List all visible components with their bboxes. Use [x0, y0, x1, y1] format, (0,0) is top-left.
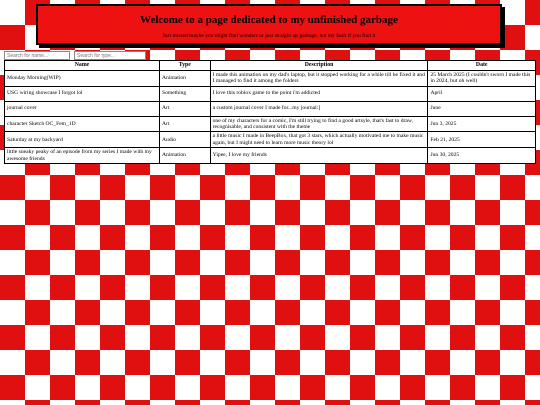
cell-name[interactable]: little sneaky peaky of an episode from my series I made with my awesome friends: [5, 148, 160, 164]
table-header-row: [5, 61, 536, 71]
cell-type: Art: [159, 101, 210, 116]
header-banner: [36, 4, 502, 45]
cell-name[interactable]: character Sketch OC_Fem_1D: [5, 116, 160, 132]
cell-name[interactable]: Monday Morning(WIP): [5, 70, 160, 86]
cell-type: Audio: [159, 132, 210, 148]
projects-table: [4, 60, 536, 164]
cell-description: a custom journal cover I made for...my journal:]: [210, 101, 428, 116]
table-row[interactable]: [5, 70, 536, 86]
table-row[interactable]: [5, 86, 536, 101]
table-row[interactable]: [5, 148, 536, 164]
cell-type: Animation: [159, 148, 210, 164]
cell-type: Something: [159, 86, 210, 101]
cell-date: Jun 3, 2025: [428, 116, 536, 132]
cell-date: 25 March 2025 (I couldn't sworn I made this in 2024, but oh well): [428, 70, 536, 86]
page-subtitle: Just missed maybe you might find wonders or just straight up garbage, not my fault if you find it: [162, 33, 376, 39]
cell-name[interactable]: journal cover: [5, 101, 160, 116]
cell-date: Feb 21, 2025: [428, 132, 536, 148]
cell-description: one of my characters for a comic, I'm still trying to find a good artsyle, that's fast to draw, recognisable, and consistent with the theme: [210, 116, 428, 132]
column-header-type[interactable]: Type: [159, 61, 210, 71]
cell-date: June: [428, 101, 536, 116]
column-header-description[interactable]: Description: [210, 61, 428, 71]
cell-date: April: [428, 86, 536, 101]
cell-description: I made this animation on my dad's laptop, but it stopped working for a while till he fixed it and I managed to find it among the folders: [210, 70, 428, 86]
filter-bar: [4, 51, 536, 60]
table-row[interactable]: [5, 101, 536, 116]
cell-name[interactable]: Saturday at my backyard: [5, 132, 160, 148]
name-search-input[interactable]: [4, 51, 70, 60]
table-row[interactable]: [5, 132, 536, 148]
column-header-name[interactable]: Name: [5, 61, 160, 71]
cell-type: Art: [159, 116, 210, 132]
cell-name[interactable]: USG wiring showcase I forgot lol: [5, 86, 160, 101]
type-search-input[interactable]: [74, 51, 146, 60]
cell-description: Yipee, I love my friends: [210, 148, 428, 164]
cell-description: a little music I made in BeepBox, that got 3 stars, which actually motivated me to make music again, but I might need to learn more music theory lol: [210, 132, 428, 148]
cell-type: Animation: [159, 70, 210, 86]
cell-date: Jun 30, 2025: [428, 148, 536, 164]
table-row[interactable]: [5, 116, 536, 132]
page-title: Welcome to a page dedicated to my unfinished garbage: [140, 14, 398, 26]
cell-description: I love this roblox game to the point i'm addicted: [210, 86, 428, 101]
column-header-date[interactable]: Date: [428, 61, 536, 71]
